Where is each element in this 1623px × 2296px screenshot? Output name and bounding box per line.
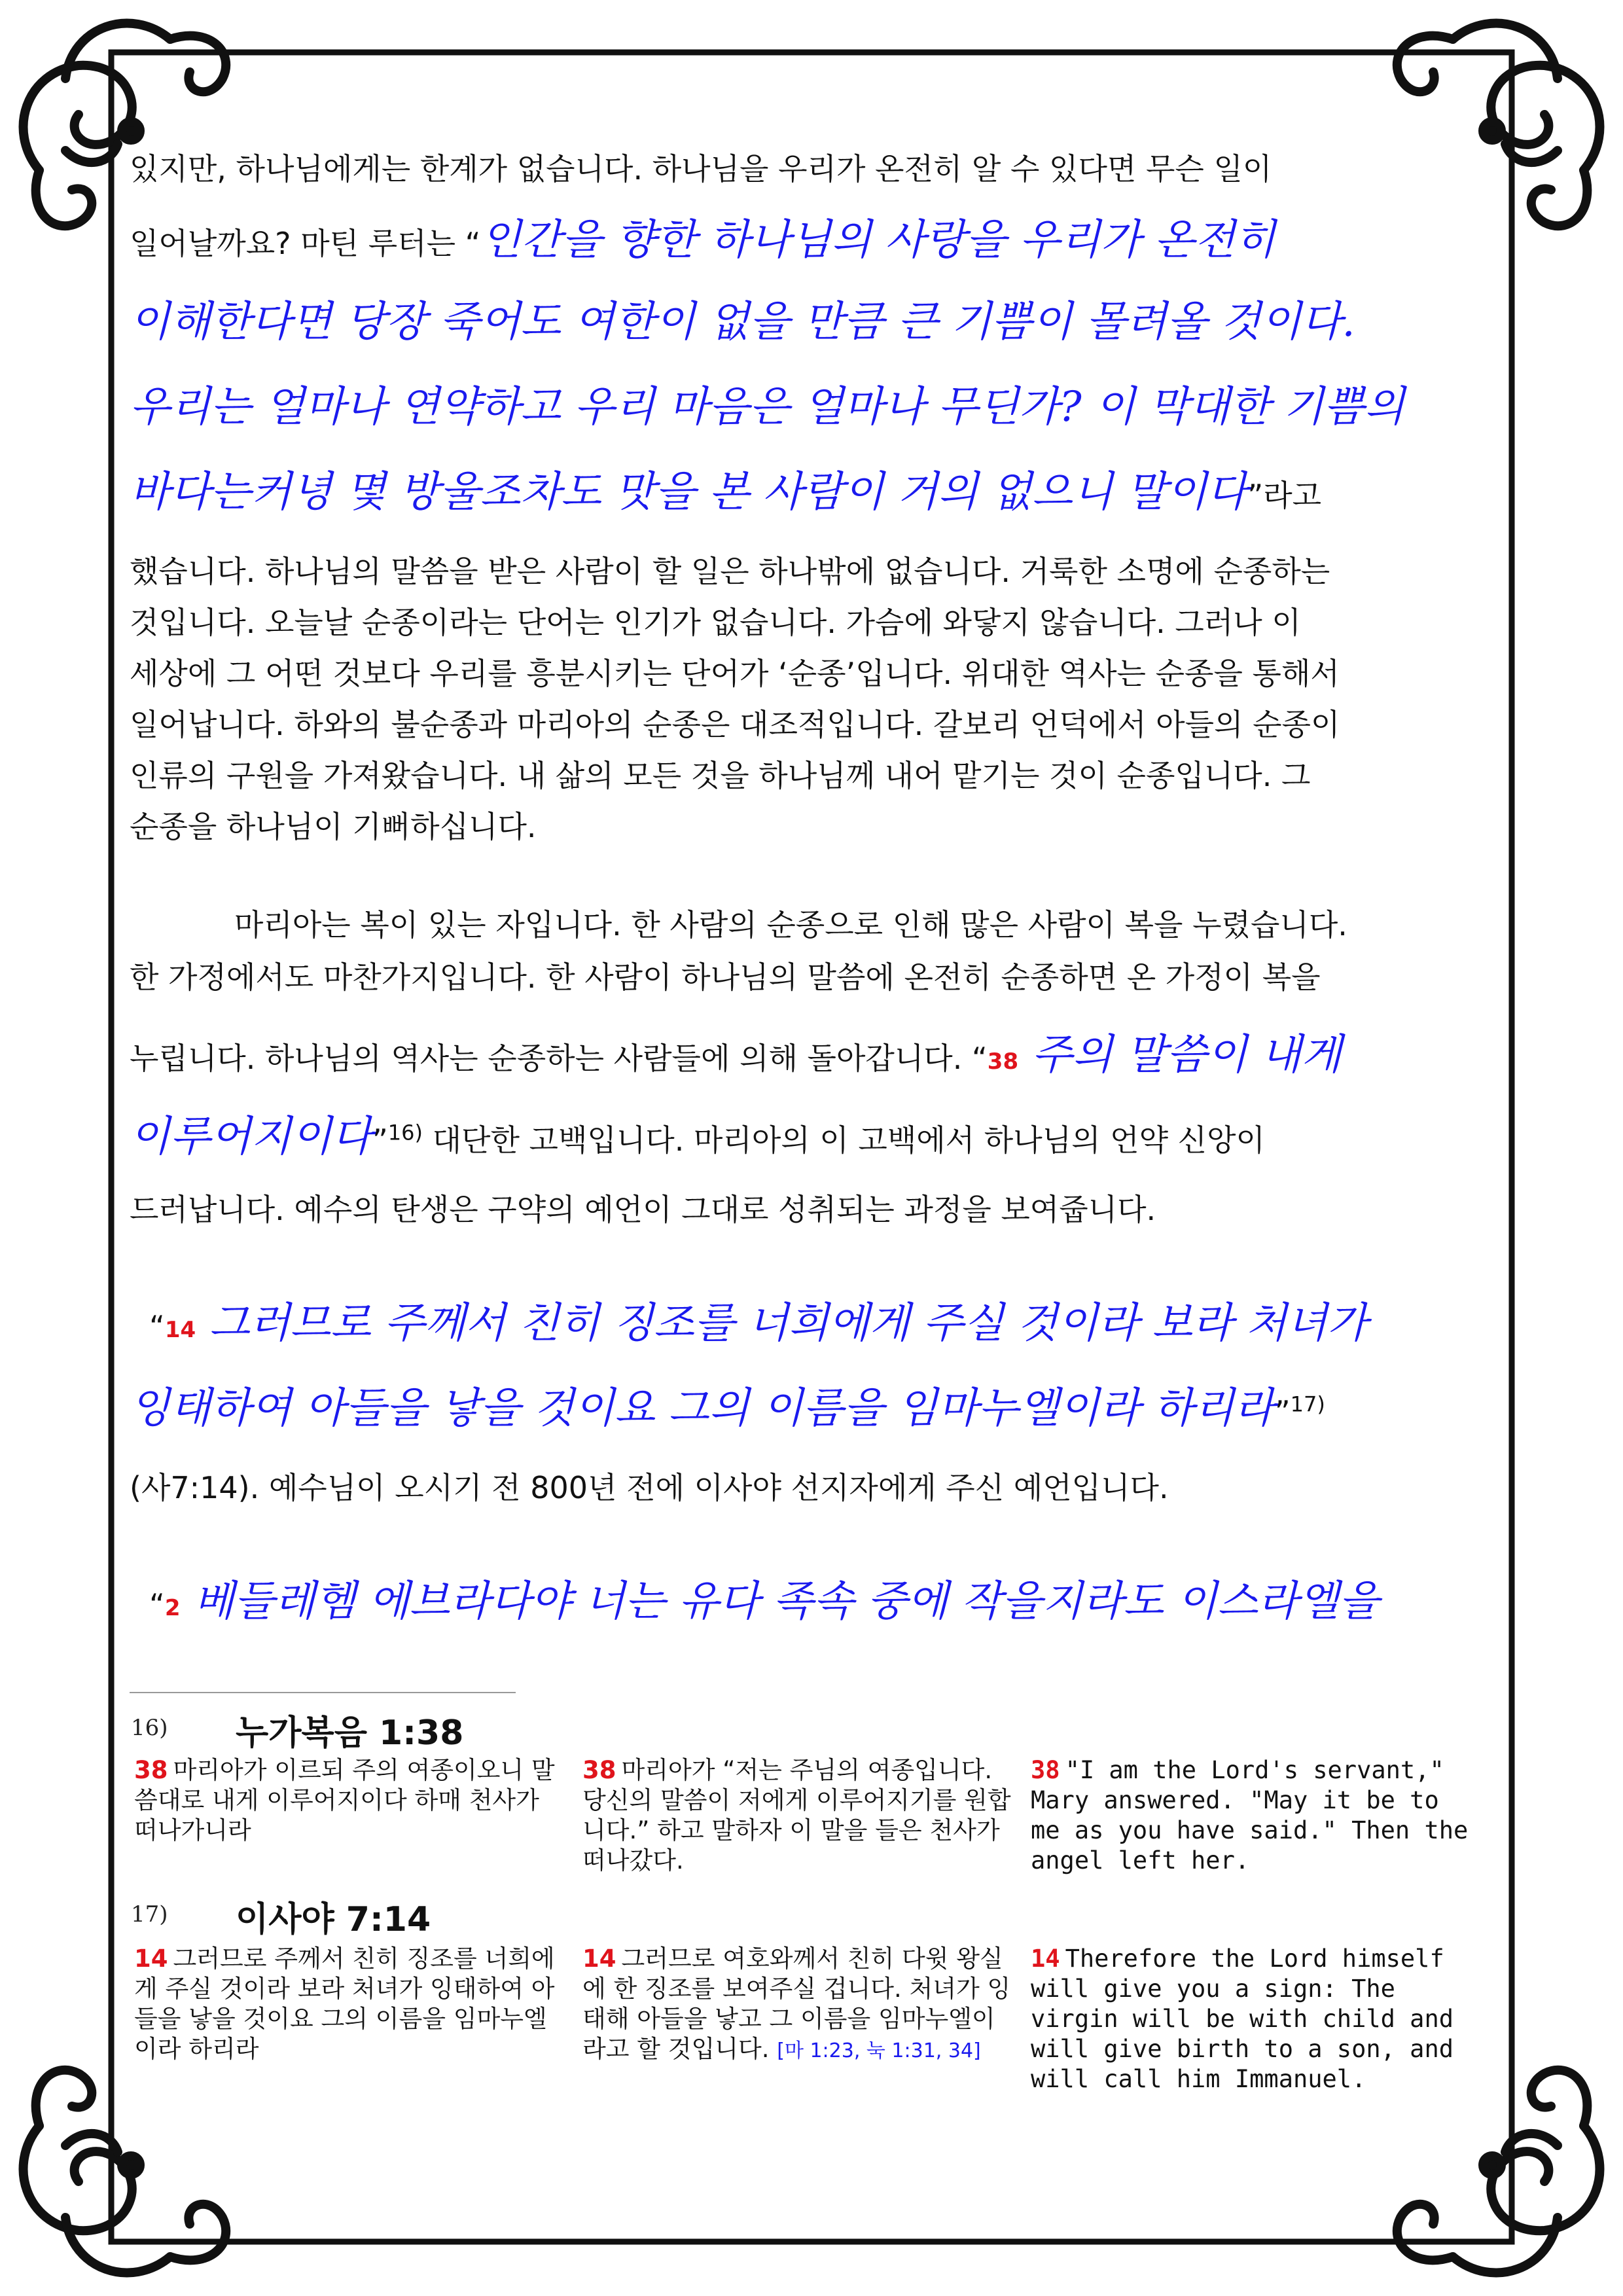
body-line: 했습니다. 하나님의 말씀을 받은 사람이 할 일은 하나밖에 없습니다. 거룩한 소명에 순종하는 [130,554,1330,589]
quote-line [130,1384,1325,1433]
verse-number: 38 [582,1756,616,1784]
quote-text: 베들레헴 에브라다야 너는 유다 족속 중에 작을지라도 이스라엘을 [180,1577,1380,1626]
verse-number: 14 [1031,1945,1060,1973]
quote-line: 이해한다면 당장 죽어도 여한이 없을 만큼 큰 기쁨이 몰려올 것이다. [130,298,1355,346]
verse-number: 38 [134,1756,168,1784]
body-line: (사7:14). 예수님이 오시기 전 800년 전에 이사야 선지자에게 주신 예언입니다. [130,1470,1169,1505]
quote-text: 바다는커녕 몇 방울조차도 맛을 본 사람이 거의 없으니 말이다 [130,468,1248,516]
body-text: ” [1274,1394,1291,1429]
footnote-divider [130,1692,516,1693]
cross-reference[interactable]: [마 1:23, 눅 1:31, 34] [777,2039,981,2062]
footnote-title: 이사야 7:14 [236,1900,431,1939]
body-line: 마리아는 복이 있는 자입니다. 한 사람의 순종으로 인해 많은 사람이 복을 누렸습니다. [234,907,1347,942]
body-line: 있지만, 하나님에게는 한계가 없습니다. 하나님을 우리가 온전히 알 수 있다면 무슨 일이 [130,151,1272,187]
footnote-text: 마리아가 이르되 주의 여종이오니 말씀대로 내게 이루어지이다 하매 천사가 떠나가니라 [134,1756,555,1844]
body-line: 한 가정에서도 마찬가지입니다. 한 사람이 하나님의 말씀에 온전히 순종하면 온 가정이 복을 [130,960,1321,995]
body-text: 누립니다. 하나님의 역사는 순종하는 사람들에 의해 돌아갑니다. “ [130,1041,988,1076]
body-line: 세상에 그 어떤 것보다 우리를 흥분시키는 단어가 ‘순종’입니다. 위대한 역사는 순종을 통해서 [130,656,1340,691]
footnote-number: 17) [131,1901,168,1928]
body-text: ”라고 [1247,478,1322,513]
footnote-text: Therefore the Lord himself will give you a sign: The virgin will be with child and will give birth to a son, and will call him Immanuel. [1031,1945,1454,2093]
body-line: 것입니다. 오늘날 순종이라는 단어는 인기가 없습니다. 가슴에 와닿지 않습니다. 그러나 이 [130,605,1301,640]
quote-text: 인간을 향한 하나님의 사랑을 우리가 온전히 [480,216,1276,264]
footnote-ref[interactable]: 16) [387,1120,423,1145]
footnote-ref[interactable]: 17) [1290,1391,1325,1417]
footnote-column [582,1755,1014,1876]
body-line: 드러납니다. 예수의 탄생은 구약의 예언이 그대로 성취되는 과정을 보여줍니다. [130,1192,1156,1227]
quote-text: 잉태하여 아들을 낳을 것이요 그의 이름을 임마누엘이라 하리라 [130,1384,1275,1433]
footnote-column [582,1944,1014,2066]
body-line: 순종을 하나님이 기뻐하십니다. [130,809,537,844]
quote-line [149,1299,1368,1348]
footnote-column [1031,1944,1482,2094]
quote-text: 이루어지이다 [130,1113,372,1161]
body-text: “ [149,1309,165,1344]
body-line [130,216,1276,264]
footnote-column [134,1944,566,2064]
verse-number: 38 [987,1049,1019,1075]
body-line: 일어납니다. 하와의 불순종과 마리아의 순종은 대조적입니다. 갈보리 언덕에서 아들의 순종이 [130,707,1340,742]
body-line: 인류의 구원을 가져왔습니다. 내 삶의 모든 것을 하나님께 내어 맡기는 것이 순종입니다. 그 [130,758,1311,793]
footnote-title: 누가복음 1:38 [236,1713,464,1753]
body-line [130,1113,1265,1161]
body-text: 대단한 고백입니다. 마리아의 이 고백에서 하나님의 언약 신앙이 [423,1122,1265,1158]
quote-text: 주의 말씀이 내게 [1018,1031,1342,1079]
body-text: “ [149,1587,165,1623]
footnote-text: "I am the Lord's servant," Mary answered. "May it be to me as you have said." Then the angel left her. [1031,1756,1469,1874]
quote-text: 그러므로 주께서 친히 징조를 너희에게 주실 것이라 보라 처녀가 [196,1299,1368,1348]
footnote-column [134,1755,566,1846]
body-text: ” [372,1122,388,1158]
footnote-number: 16) [131,1715,168,1741]
footnote-text: 마리아가 “저는 주님의 여종입니다. 당신의 말씀이 저에게 이루어지기를 원합니다.” 하고 말하자 이 말을 들은 천사가 떠나갔다. [582,1756,1011,1874]
footnote-text: 그러므로 여호와께서 친히 다윗 왕실에 한 징조를 보여주실 겁니다. 처녀가 잉태해 아들을 낳고 그 이름을 임마누엘이라고 할 것입니다. [582,1945,1011,2063]
footnote-text: 그러므로 주께서 친히 징조를 너희에게 주실 것이라 보라 처녀가 잉태하여 아들을 낳을 것이요 그의 이름을 임마누엘이라 하리라 [134,1945,555,2063]
quote-line [149,1577,1380,1626]
body-line [130,468,1322,516]
verse-number: 14 [582,1945,616,1973]
verse-number: 38 [1031,1756,1060,1784]
verse-number: 2 [164,1595,181,1621]
quote-line: 우리는 얼마나 연약하고 우리 마음은 얼마나 무딘가? 이 막대한 기쁨의 [130,383,1405,431]
body-line [130,1031,1342,1079]
body-text: 일어날까요? 마틴 루터는 “ [130,226,481,261]
verse-number: 14 [164,1317,196,1343]
verse-number: 14 [134,1945,168,1973]
footnote-column [1031,1755,1482,1876]
